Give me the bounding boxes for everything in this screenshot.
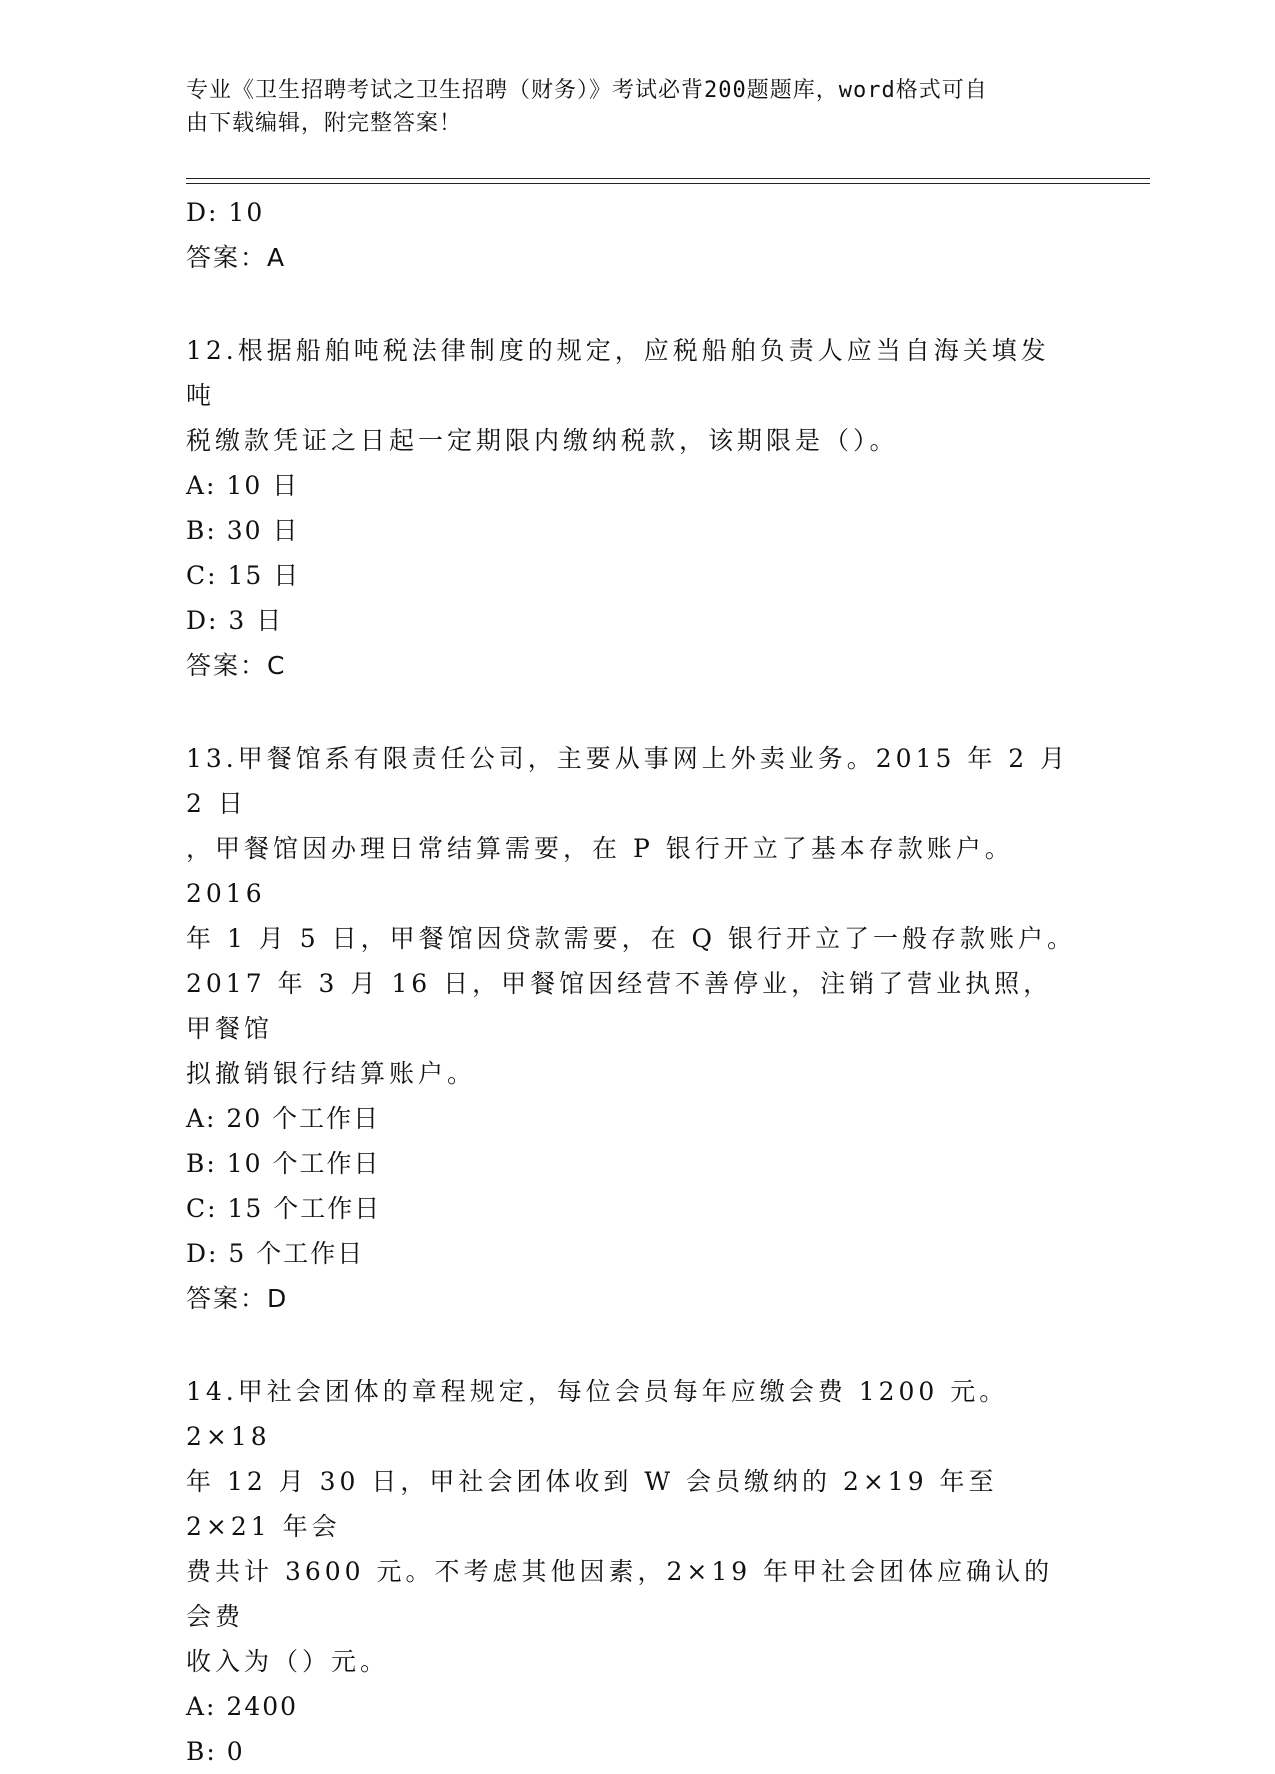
header-rule-top	[186, 178, 1150, 179]
question-text	[186, 736, 1076, 1096]
question-line: 2017 年 3 月 16 日，甲餐馆因经营不善停业，注销了营业执照，甲餐馆	[186, 969, 1053, 1043]
question-text	[186, 328, 1076, 463]
option-c: C: 15 日	[186, 561, 301, 590]
question-line: 拟撤销银行结算账户。	[186, 1059, 477, 1088]
question-line: 14.甲社会团体的章程规定，每位会员每年应缴会费 1200 元。2×18	[186, 1377, 1009, 1451]
question-line: 年 1 月 5 日，甲餐馆因贷款需要，在 Q 银行开立了一般存款账户。	[186, 924, 1076, 953]
option-b: B: 10 个工作日	[186, 1149, 381, 1178]
option-d: D: 10	[186, 198, 265, 227]
question-line: 费共计 3600 元。不考虑其他因素，2×19 年甲社会团体应确认的会费	[186, 1557, 1054, 1631]
question-line: 税缴款凭证之日起一定期限内缴纳税款，该期限是（）。	[186, 426, 899, 455]
answer-label: 答案：C	[186, 651, 287, 680]
question-line: 年 12 月 30 日，甲社会团体收到 W 会员缴纳的 2×19 年至 2×21 年会	[186, 1467, 998, 1541]
option-b: B: 30 日	[186, 516, 300, 545]
option-a: A: 10 日	[186, 471, 300, 500]
question-line: 12.根据船舶吨税法律制度的规定，应税船舶负责人应当自海关填发吨	[186, 336, 1050, 410]
option-a: A: 20 个工作日	[186, 1104, 381, 1133]
question-12	[186, 328, 1086, 688]
option-c: C: 15 个工作日	[186, 1194, 382, 1223]
document-header	[186, 74, 1066, 140]
header-rule-bottom	[186, 183, 1150, 184]
option-d: D: 5 个工作日	[186, 1239, 365, 1268]
question-line: 收入为（）元。	[186, 1647, 390, 1676]
question-text	[186, 1369, 1076, 1684]
header-title-line-2: 由下载编辑，附完整答案！	[186, 111, 463, 136]
document-body	[186, 190, 1086, 1774]
option-b: B: 0	[186, 1737, 245, 1766]
question-14	[186, 1369, 1086, 1774]
question-line: 13.甲餐馆系有限责任公司，主要从事网上外卖业务。2015 年 2 月 2 日	[186, 744, 1070, 818]
question-11-tail	[186, 190, 1086, 280]
option-a: A: 2400	[186, 1692, 299, 1721]
answer-label: 答案：A	[186, 243, 287, 272]
question-13	[186, 736, 1086, 1321]
question-line: ，甲餐馆因办理日常结算需要，在 P 银行开立了基本存款账户。2016	[186, 834, 1014, 908]
answer-label: 答案：D	[186, 1284, 289, 1313]
header-title-line-1: 专业《卫生招聘考试之卫生招聘（财务）》考试必背200题题库，word格式可自	[186, 78, 988, 103]
option-d: D: 3 日	[186, 606, 284, 635]
